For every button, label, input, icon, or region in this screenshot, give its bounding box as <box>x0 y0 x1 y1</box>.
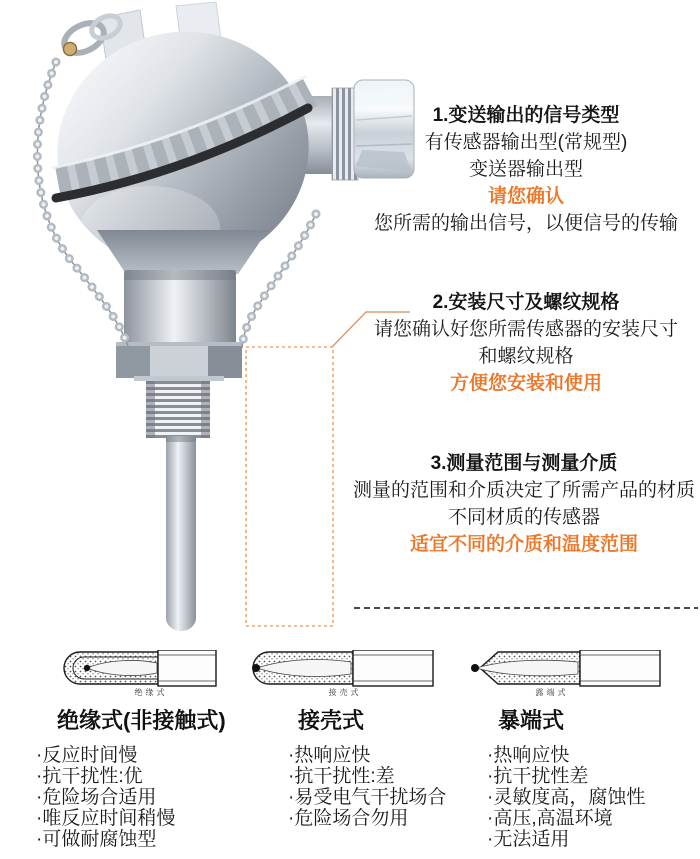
mounting-thread <box>146 381 210 438</box>
bullet-item: ·热响应快 <box>288 745 371 766</box>
annotation-block-signal-type <box>352 102 700 237</box>
annotation-line: 和螺纹规格 <box>478 346 574 367</box>
annotation-line: 不同材质的传感器 <box>447 507 600 528</box>
bullet-item: ·可做耐腐蚀型 <box>36 829 157 850</box>
taper-cone <box>97 230 268 274</box>
bullet-item: ·灵敏度高，腐蚀性 <box>487 787 646 808</box>
neck-cylinder <box>124 270 236 348</box>
junction-bead <box>252 664 260 672</box>
probe-type-heading: 暴端式 <box>498 708 565 733</box>
annotation-line: 请您确认好您所需传感器的安装尺寸 <box>373 319 678 340</box>
hex-nut <box>116 342 242 378</box>
grounded-junction-diagram <box>243 650 440 698</box>
diagram-caption: 绝缘式 <box>134 688 168 697</box>
probe-type-column-exposed <box>468 650 683 850</box>
bullet-item: ·抗干扰性:差 <box>288 766 395 787</box>
annotation-line: 您所需的输出信号，以便信号的传输 <box>373 213 678 234</box>
probe-type-bullets <box>288 745 448 829</box>
lower-assembly <box>97 230 268 631</box>
annotation-title: 2.安装尺寸及螺纹规格 <box>432 292 620 313</box>
insulated-junction-diagram <box>54 650 220 698</box>
bullet-item: ·易受电气干扰场合 <box>288 787 447 808</box>
annotation-highlight: 请您确认 <box>487 186 564 207</box>
probe-tip <box>166 612 196 631</box>
bullet-item: ·热响应快 <box>487 745 570 766</box>
bullet-item: ·抗干扰性:优 <box>36 766 143 787</box>
probe-type-bullets <box>36 745 264 850</box>
bullet-item: ·无法适用 <box>487 829 570 850</box>
probe-type-heading: 接壳式 <box>298 708 365 733</box>
annotation-highlight: 适宜不同的介质和温度范围 <box>409 534 638 555</box>
annotation-title: 3.测量范围与测量介质 <box>430 453 618 474</box>
probe-type-column-grounded <box>243 650 448 829</box>
bullet-item: ·高压,高温环境 <box>487 808 613 829</box>
junction-bead <box>471 664 479 672</box>
probe-type-bullets <box>487 745 683 850</box>
probe-type-column-insulated <box>36 650 264 850</box>
annotation-block-measuring-range <box>348 450 700 558</box>
bullet-item: ·反应时间慢 <box>36 745 138 766</box>
annotation-block-mounting-size <box>352 289 700 397</box>
probe-sheath <box>166 436 196 631</box>
bullet-item: ·抗干扰性差 <box>487 766 589 787</box>
diagram-caption: 接壳式 <box>328 688 362 697</box>
diagram-caption: 露端式 <box>535 688 569 697</box>
annotation-line: 有传感器输出型(常规型) <box>424 132 628 153</box>
annotation-line: 测量的范围和介质决定了所需产品的材质 <box>352 480 695 501</box>
bullet-item: ·唯反应时间稍慢 <box>36 808 176 829</box>
bullet-item: ·危险场合适用 <box>36 787 157 808</box>
bullet-item: ·危险场合勿用 <box>288 808 409 829</box>
annotation-highlight: 方便您安装和使用 <box>449 373 602 394</box>
probe-type-heading: 绝缘式(非接触式) <box>57 708 226 733</box>
washer <box>134 376 224 381</box>
annotation-title: 1.变送输出的信号类型 <box>432 105 620 126</box>
junction-bead <box>84 665 90 671</box>
exposed-junction-diagram <box>468 650 668 698</box>
annotation-line: 变送器输出型 <box>468 159 583 180</box>
